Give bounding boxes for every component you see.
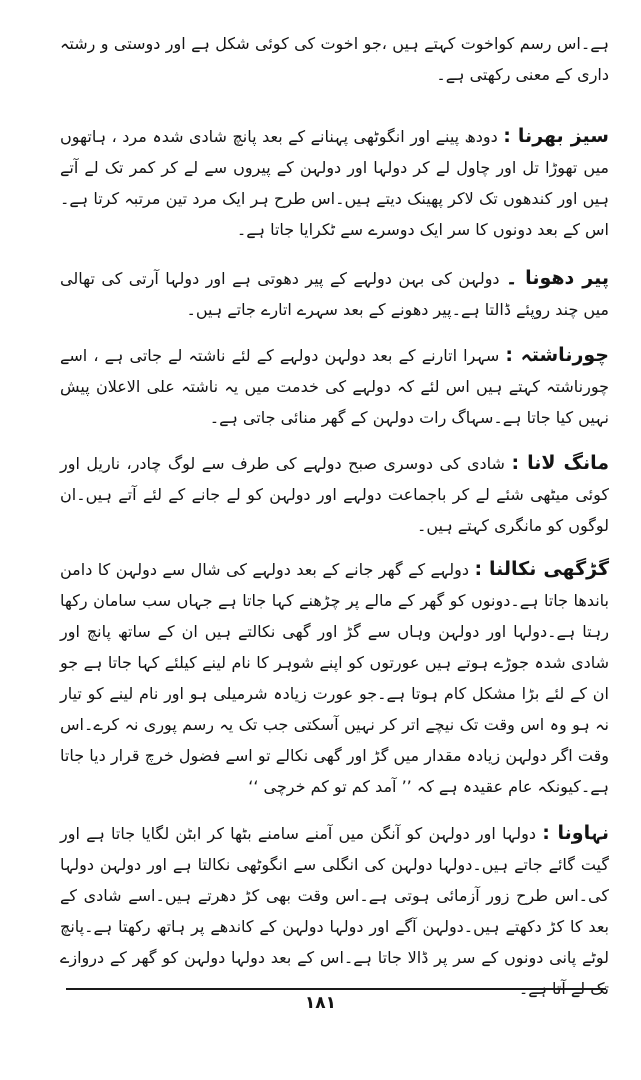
paragraph-text: دولہے کے گھر جانے کے بعد دولہے کی شال سے دولہن کا دامن باندھا جاتا ہے۔دونوں کو گھر کے مالے پر چڑھنے کہا جاتا ہے جہاں سب سامان رکھا رہتا ہے۔دولہا اور دولہن وہاں سے گڑ اور گھی نکالتے ہیں ان کے ساتھ پانچ اور شادی شدہ جوڑے ہوتے ہیں عورتوں کو اپنے شوہر کا نام لینے کیلئے کہا جاتا ہے جو ان کے لئے بڑا مشکل کام ہوتا ہے۔جو عورت زیادہ شرمیلی ہو اور نام لینے کو تیار نہ ہو وہ اس وقت تک نیچے اتر کر نہیں آسکتی جب تک یہ رسم پوری نہ کرے۔اس وقت اگر دولہن زیادہ مقدار میں گڑ اور گھی نکالے تو اسے فضول خرچ قرار دیا جاتا ہے۔کیونکہ عام عقیدہ ہے کہ ’’ آمد کم تو کم خرچی ‘‘: [60, 560, 609, 796]
paragraph-chor-nashta: [60, 340, 609, 433]
footer-divider: [66, 988, 606, 990]
page-number: ١٨١: [304, 993, 337, 1013]
paragraph-gur-ghee-nikalna: [60, 554, 609, 802]
paragraph-term: گڑگھی نکالنا :: [474, 558, 610, 580]
paragraph-text: دولہن کی بہن دولہے کے پیر دھوتی ہے اور دولہا آرتی کی تھالی میں چند روپئے ڈالتا ہے۔پیر دھونے کے بعد سہرے اتارے جاتے ہیں۔: [60, 269, 609, 319]
paragraph-term: نہاونا :: [542, 822, 609, 844]
paragraph-text: دولہا اور دولہن کو آنگن میں آمنے سامنے بٹھا کر ابٹن لگایا جاتا ہے اور گیت گائے جاتے ہیں۔دولہا دولہن کی انگلی سے انگوٹھی نکالتا ہے اور دولہن دولہا کی۔اس طرح زور آزمائی ہوتی ہے۔اس وقت بھی کڑ دھرتے ہیں۔اسے شادی کے بعد کا کڑ دکھتے ہیں۔دولہن آگے اور دولہا دولہن کے کاندھے پر ہاتھ رکھتا ہے۔پانچ لوٹے پانی دونوں کے سر پر ڈالا جاتا ہے۔اس کے بعد دولہا دولہن کو گھر کے دروازے تک لے آتا ہے۔: [60, 824, 609, 998]
paragraph-text: ہے۔اس رسم کواخوت کہتے ہیں ،جو اخوت کی کوئی شکل ہے اور دوستی و رشتہ داری کے معنی رکھتی ہے۔: [60, 34, 609, 84]
paragraph-term: پیر دھونا ۔: [506, 267, 609, 289]
paragraph-term: چورناشتہ :: [505, 344, 609, 366]
paragraph-text: سہرا اتارنے کے بعد دولہن دولہے کے لئے ناشتہ لے جاتی ہے ، اسے چورناشتہ کہتے ہیں اس لئے کہ دولہے کی خدمت میں یہ ناشتہ علی الاعلان پیش نہیں کیا جاتا ہے۔سہاگ رات دولہن کے گھر منائی جاتی ہے۔: [60, 346, 609, 427]
paragraph-text: شادی کی دوسری صبح دولہے کی طرف سے لوگ چادر، ناریل اور کوئی میٹھی شئے لے کر باجماعت دولہے اور دولہن کو لے جانے کے لئے آتے ہیں۔ان لوگوں کو مانگری کہتے ہیں۔: [60, 454, 609, 535]
paragraph-pair-dhona: [60, 263, 609, 325]
paragraph-text: دودھ پینے اور انگوٹھی پہنانے کے بعد پانچ شادی شدہ مرد ، ہاتھوں میں تھوڑا تل اور چاول لے کر دولہا اور دولہن کے پیروں سے لے کر کمر تک لے آتے ہیں اور کندھوں تک لاکر پھینک دیتے ہیں۔اس طرح ہر ایک مرد تین مرتبہ کرتا ہے۔اس کے بعد دونوں کا سر ایک دوسرے سے ٹکرایا جاتا ہے۔: [60, 127, 609, 239]
paragraph-akhuwat: [60, 28, 609, 90]
paragraph-siz-bharna: [60, 121, 609, 245]
paragraph-term: مانگ لانا :: [511, 452, 610, 474]
paragraph-mang-lana: [60, 448, 609, 541]
paragraph-term: سیز بھرنا :: [503, 125, 609, 147]
paragraph-nahawna: [60, 818, 609, 1004]
